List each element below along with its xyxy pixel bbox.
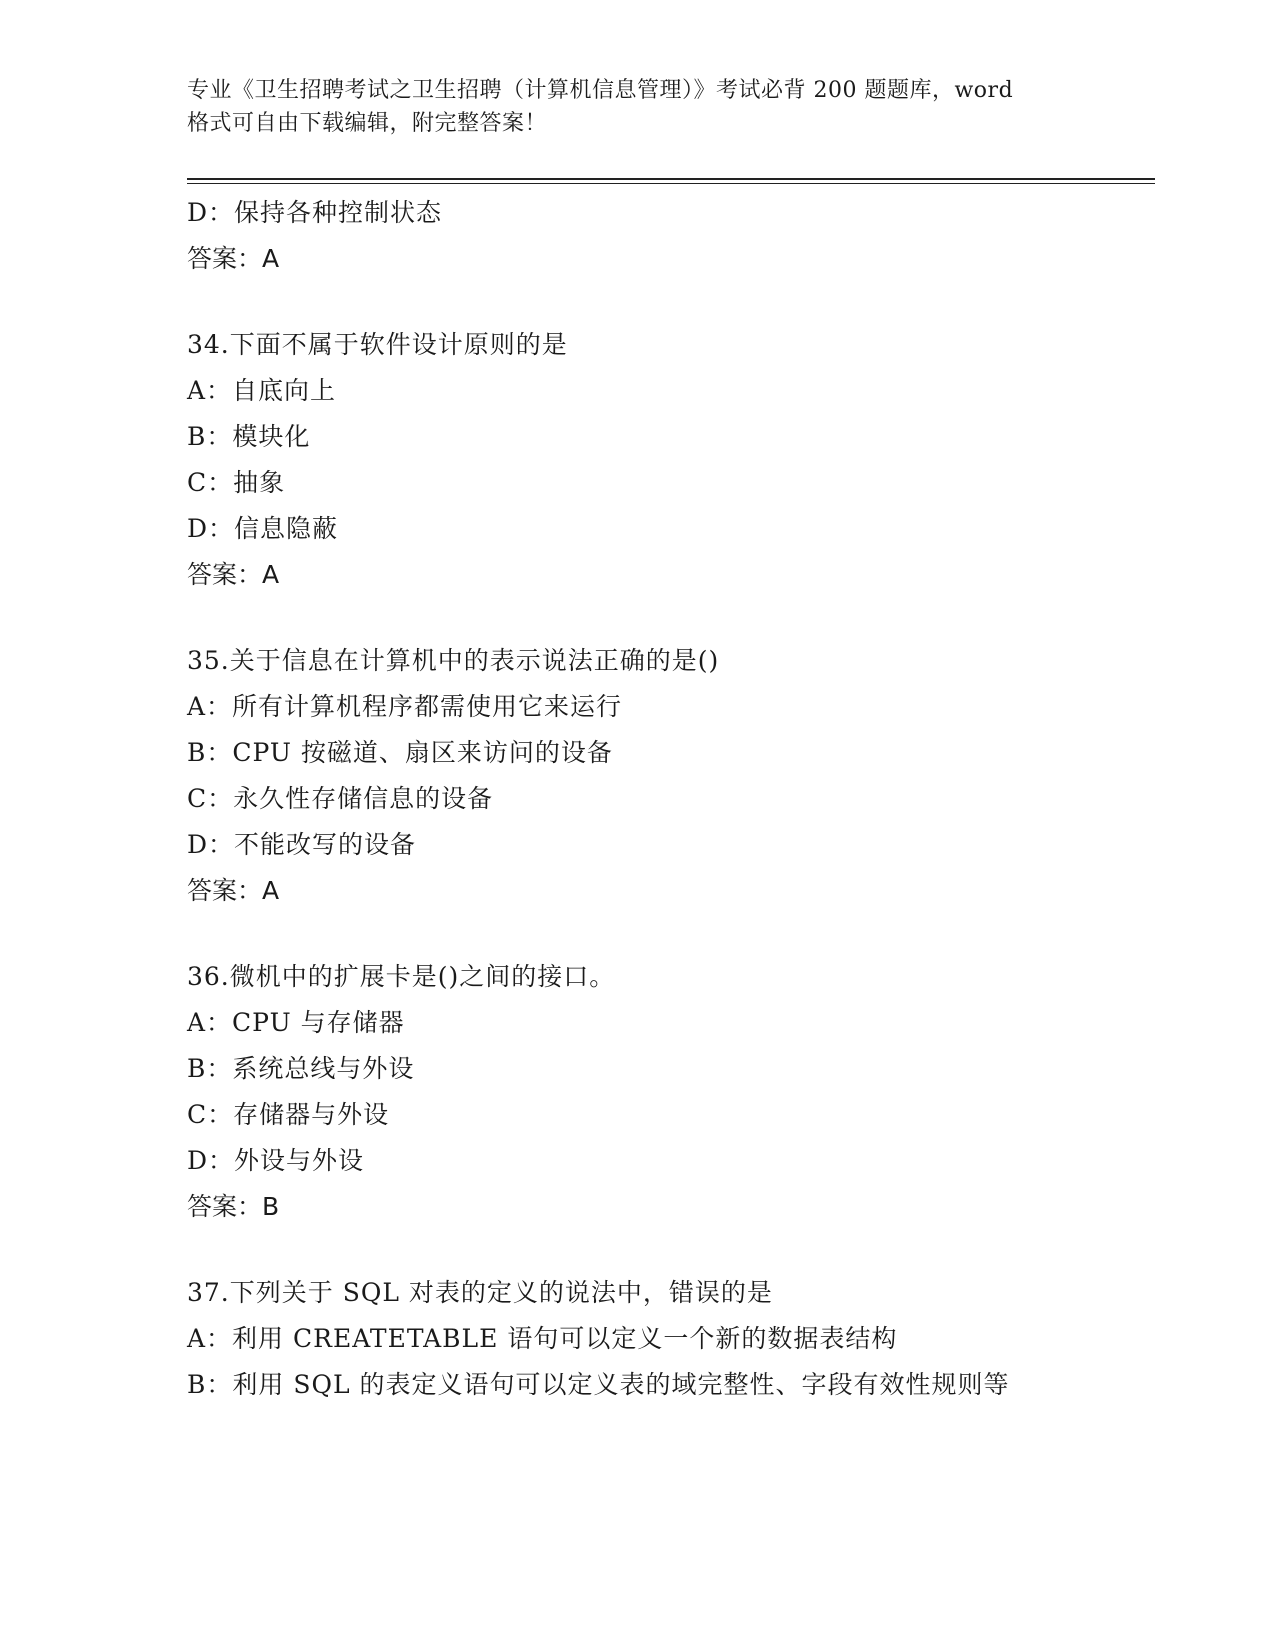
option-c: C：存储器与外设 [187, 1100, 390, 1129]
header-divider-thin [187, 183, 1155, 184]
header-title-line-2: 格式可自由下载编辑，附完整答案！ [187, 111, 548, 136]
option-b: B：系统总线与外设 [187, 1054, 415, 1083]
option-d: D：外设与外设 [187, 1146, 365, 1175]
question-stem: 35.关于信息在计算机中的表示说法正确的是() [187, 646, 720, 675]
option-d: D：信息隐蔽 [187, 514, 339, 543]
header-divider-thick [187, 178, 1155, 180]
header-title-line-1: 专业《卫生招聘考试之卫生招聘（计算机信息管理）》考试必背 200 题题库，word [187, 78, 1014, 103]
question-stem: 34.下面不属于软件设计原则的是 [187, 330, 568, 359]
question-content [187, 190, 1147, 1408]
option-b: B：利用 SQL 的表定义语句可以定义表的域完整性、字段有效性规则等 [187, 1370, 1010, 1399]
option-d: D：不能改写的设备 [187, 830, 417, 859]
spacer [187, 282, 1147, 322]
answer: 答案：A [187, 560, 280, 589]
answer: 答案：A [187, 876, 280, 905]
question-35 [187, 638, 1147, 914]
question-stem: 37.下列关于 SQL 对表的定义的说法中，错误的是 [187, 1278, 773, 1307]
option-a: A：利用 CREATETABLE 语句可以定义一个新的数据表结构 [187, 1324, 898, 1353]
question-34 [187, 322, 1147, 598]
spacer [187, 598, 1147, 638]
spacer [187, 914, 1147, 954]
question-37 [187, 1270, 1147, 1408]
option-c: C：抽象 [187, 468, 286, 497]
option-a: A：自底向上 [187, 376, 337, 405]
option-b: B：CPU 按磁道、扇区来访问的设备 [187, 738, 613, 767]
option-b: B：模块化 [187, 422, 311, 451]
question-stem: 36.微机中的扩展卡是()之间的接口。 [187, 962, 616, 991]
answer: 答案：B [187, 1192, 280, 1221]
document-header [187, 74, 1097, 140]
question-33-answer: 答案：A [187, 244, 280, 273]
option-a: A：所有计算机程序都需使用它来运行 [187, 692, 623, 721]
question-36 [187, 954, 1147, 1230]
option-c: C：永久性存储信息的设备 [187, 784, 494, 813]
option-a: A：CPU 与存储器 [187, 1008, 405, 1037]
question-33-option-d: D：保持各种控制状态 [187, 198, 443, 227]
spacer [187, 1230, 1147, 1270]
